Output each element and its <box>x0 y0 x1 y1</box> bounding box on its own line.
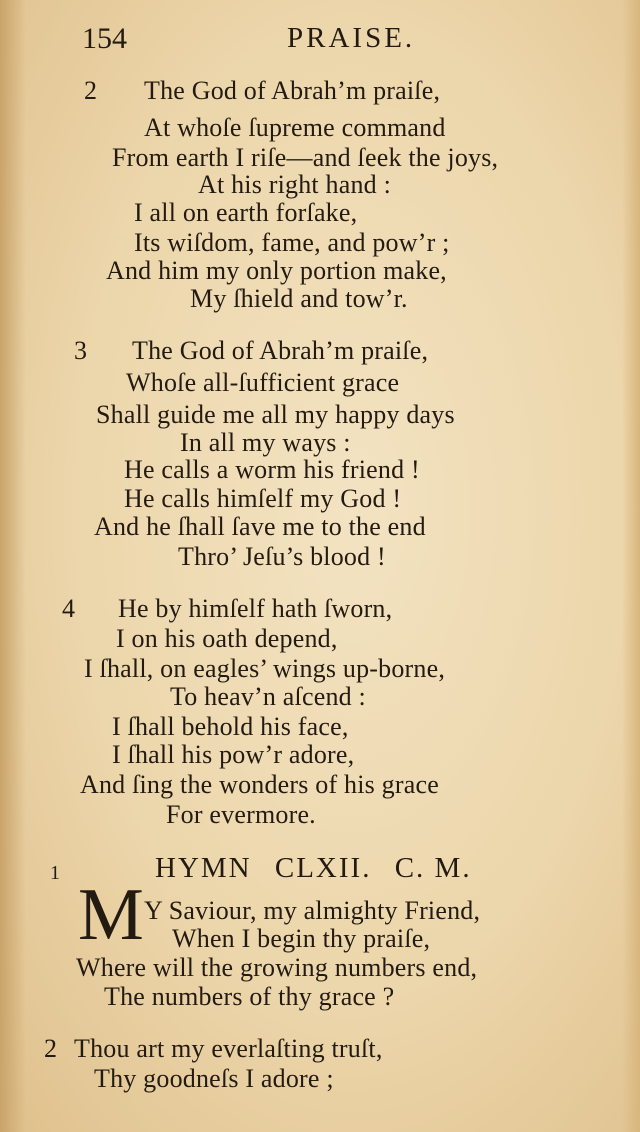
verse-line: Thy goodneſs I adore ; <box>94 1064 334 1093</box>
verse-line: The God of Abrah’m praiſe, <box>132 336 429 365</box>
verse-line: Its wiſdom, fame, and pow’r ; <box>134 228 450 257</box>
verse-line: At his right hand : <box>198 170 392 199</box>
verse-line: Thou art my everlaſting truſt, <box>74 1034 383 1063</box>
verse-line: He by himſelf hath ſworn, <box>118 594 393 623</box>
verse-line: The numbers of thy grace ? <box>104 982 395 1011</box>
verse-line: I ſhall, on eagles’ wings up-borne, <box>84 654 446 683</box>
hymn-title <box>155 852 486 885</box>
page-edge-shadow-left <box>0 0 26 1132</box>
verse-line: Shall guide me all my happy days <box>96 400 455 429</box>
verse-line: From earth I riſe—and ſeek the joys, <box>112 143 499 172</box>
verse-line: At whoſe ſupreme command <box>144 113 446 142</box>
hymn-number: CLXII. <box>274 852 372 884</box>
verse-number: 2 <box>44 1034 57 1063</box>
verse-line: The God of Abrah’m praiſe, <box>144 76 441 105</box>
verse-line: And ſing the wonders of his grace <box>80 770 439 799</box>
verse-line: When I begin thy praiſe, <box>172 924 431 953</box>
page-number: 154 <box>82 22 127 55</box>
verse-line: My ſhield and tow’r. <box>190 284 408 313</box>
drop-cap: M <box>78 874 144 956</box>
verse-number: 1 <box>50 862 60 884</box>
verse-line: Whoſe all-ſufficient grace <box>126 368 400 397</box>
stanza-number: 3 <box>74 336 87 365</box>
verse-line: I ſhall his pow’r adore, <box>112 740 355 769</box>
verse-line: Where will the growing numbers end, <box>76 953 478 982</box>
verse-line: And he ſhall ſave me to the end <box>94 512 426 541</box>
page-edge-shadow-right <box>622 0 640 1132</box>
stanza-number: 4 <box>62 594 75 623</box>
verse-line: He calls a worm his friend ! <box>124 455 420 484</box>
verse-line: In all my ways : <box>180 428 351 457</box>
verse-line: Thro’ Jeſu’s blood ! <box>178 542 386 571</box>
stanza-number: 2 <box>84 76 97 105</box>
page-header <box>82 22 442 58</box>
verse-line: To heav’n aſcend : <box>170 682 366 711</box>
verse-line: I all on earth forſake, <box>134 198 358 227</box>
verse-line: I ſhall behold his face, <box>112 712 349 741</box>
verse-line: For evermore. <box>166 800 316 829</box>
verse-line: And him my only portion make, <box>106 256 447 285</box>
verse-line: I on his oath depend, <box>116 624 338 653</box>
verse-line: He calls himſelf my God ! <box>124 484 402 513</box>
verse-line: Y Saviour, my almighty Friend, <box>144 896 481 925</box>
hymn-meter: C. M. <box>394 852 472 884</box>
hymn-word: HYMN <box>155 852 252 884</box>
running-title: PRAISE. <box>287 22 416 54</box>
